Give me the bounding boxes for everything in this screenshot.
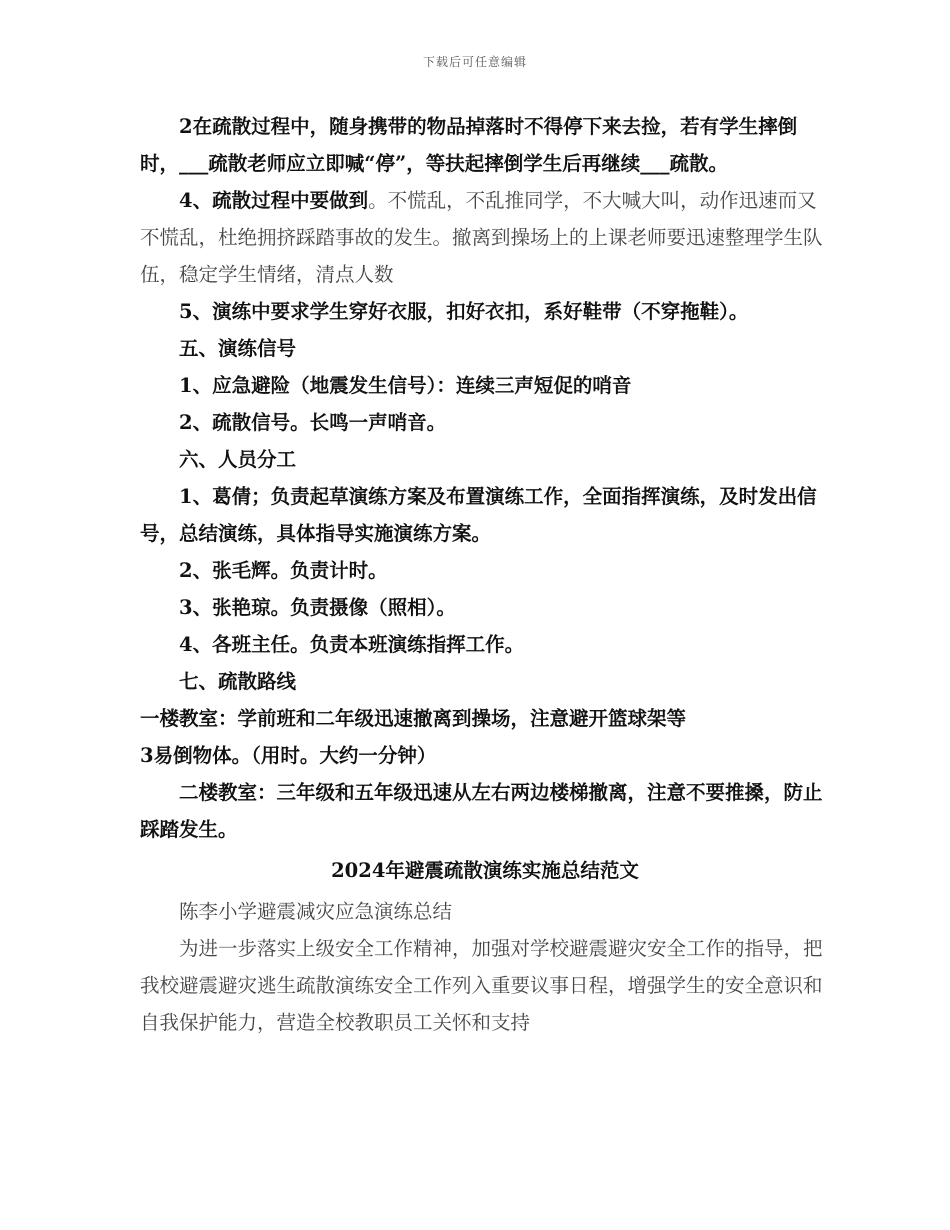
paragraph-subtitle: 陈李小学避震减灾应急演练总结 [179, 900, 453, 923]
paragraph-staff-3: 3、张艳琼。负责摄像（照相）。 [179, 596, 456, 619]
section-heading-staff: 六、人员分工 [179, 448, 297, 471]
paragraph-intro: 为进一步落实上级安全工作精神，加强对学校避震避灾安全工作的指导，把我校避震避灾逃生疏散演练安全工作列入重要议事日程，增强学生的安全意识和自我保护能力，营造全校教职员工关怀和支持 [140, 937, 823, 1034]
paragraph-route-floor1: 一楼教室：学前班和二年级迅速撤离到操场，注意避开篮球架等 [140, 707, 687, 730]
section-heading-routes: 七、疏散路线 [179, 670, 297, 693]
paragraph-signal-2: 2、疏散信号。长鸣一声哨音。 [179, 411, 447, 434]
document-title: 2024年避震疏散演练实施总结范文 [331, 859, 639, 882]
paragraph-dress-rules: 5、演练中要求学生穿好衣服，扣好衣扣，系好鞋带（不穿拖鞋）。 [179, 300, 749, 323]
paragraph-route-floor2: 二楼教室：三年级和五年级迅速从左右两边楼梯撤离，注意不要推搡，防止踩踏发生。 [140, 781, 823, 841]
paragraph-evacuation-falling: 2在疏散过程中，随身携带的物品掉落时不得停下来去捡，若有学生摔倒时，___疏散老师应立即喊“停”，等扶起摔倒学生后再继续___疏散。 [140, 115, 798, 175]
paragraph-signal-1: 1、应急避险（地震发生信号）：连续三声短促的哨音 [179, 374, 632, 397]
paragraph-evacuation-rules: 4、疏散过程中要做到。不慌乱，不乱推同学，不大喊大叫，动作迅速而又不慌乱，杜绝拥挤踩踏事故的发生。撤离到操场上的上课老师要迅速整理学生队伍，稳定学生情绪，清点人数 [140, 189, 823, 286]
paragraph-staff-2: 2、张毛辉。负责计时。 [179, 559, 388, 582]
section-heading-signals: 五、演练信号 [179, 337, 297, 360]
page-header: 下载后可任意编辑 [422, 55, 527, 69]
paragraph-route-floor1-cont: 3易倒物体。（用时。大约一分钟） [140, 744, 437, 767]
document-body [140, 108, 830, 1041]
fill-blank: ___ [640, 152, 670, 175]
paragraph-staff-1: 1、葛倩；负责起草演练方案及布置演练工作，全面指挥演练，及时发出信号，总结演练，具体指导实施演练方案。 [140, 485, 817, 545]
fill-blank: ___ [179, 152, 209, 175]
paragraph-staff-4: 4、各班主任。负责本班演练指挥工作。 [179, 633, 525, 656]
